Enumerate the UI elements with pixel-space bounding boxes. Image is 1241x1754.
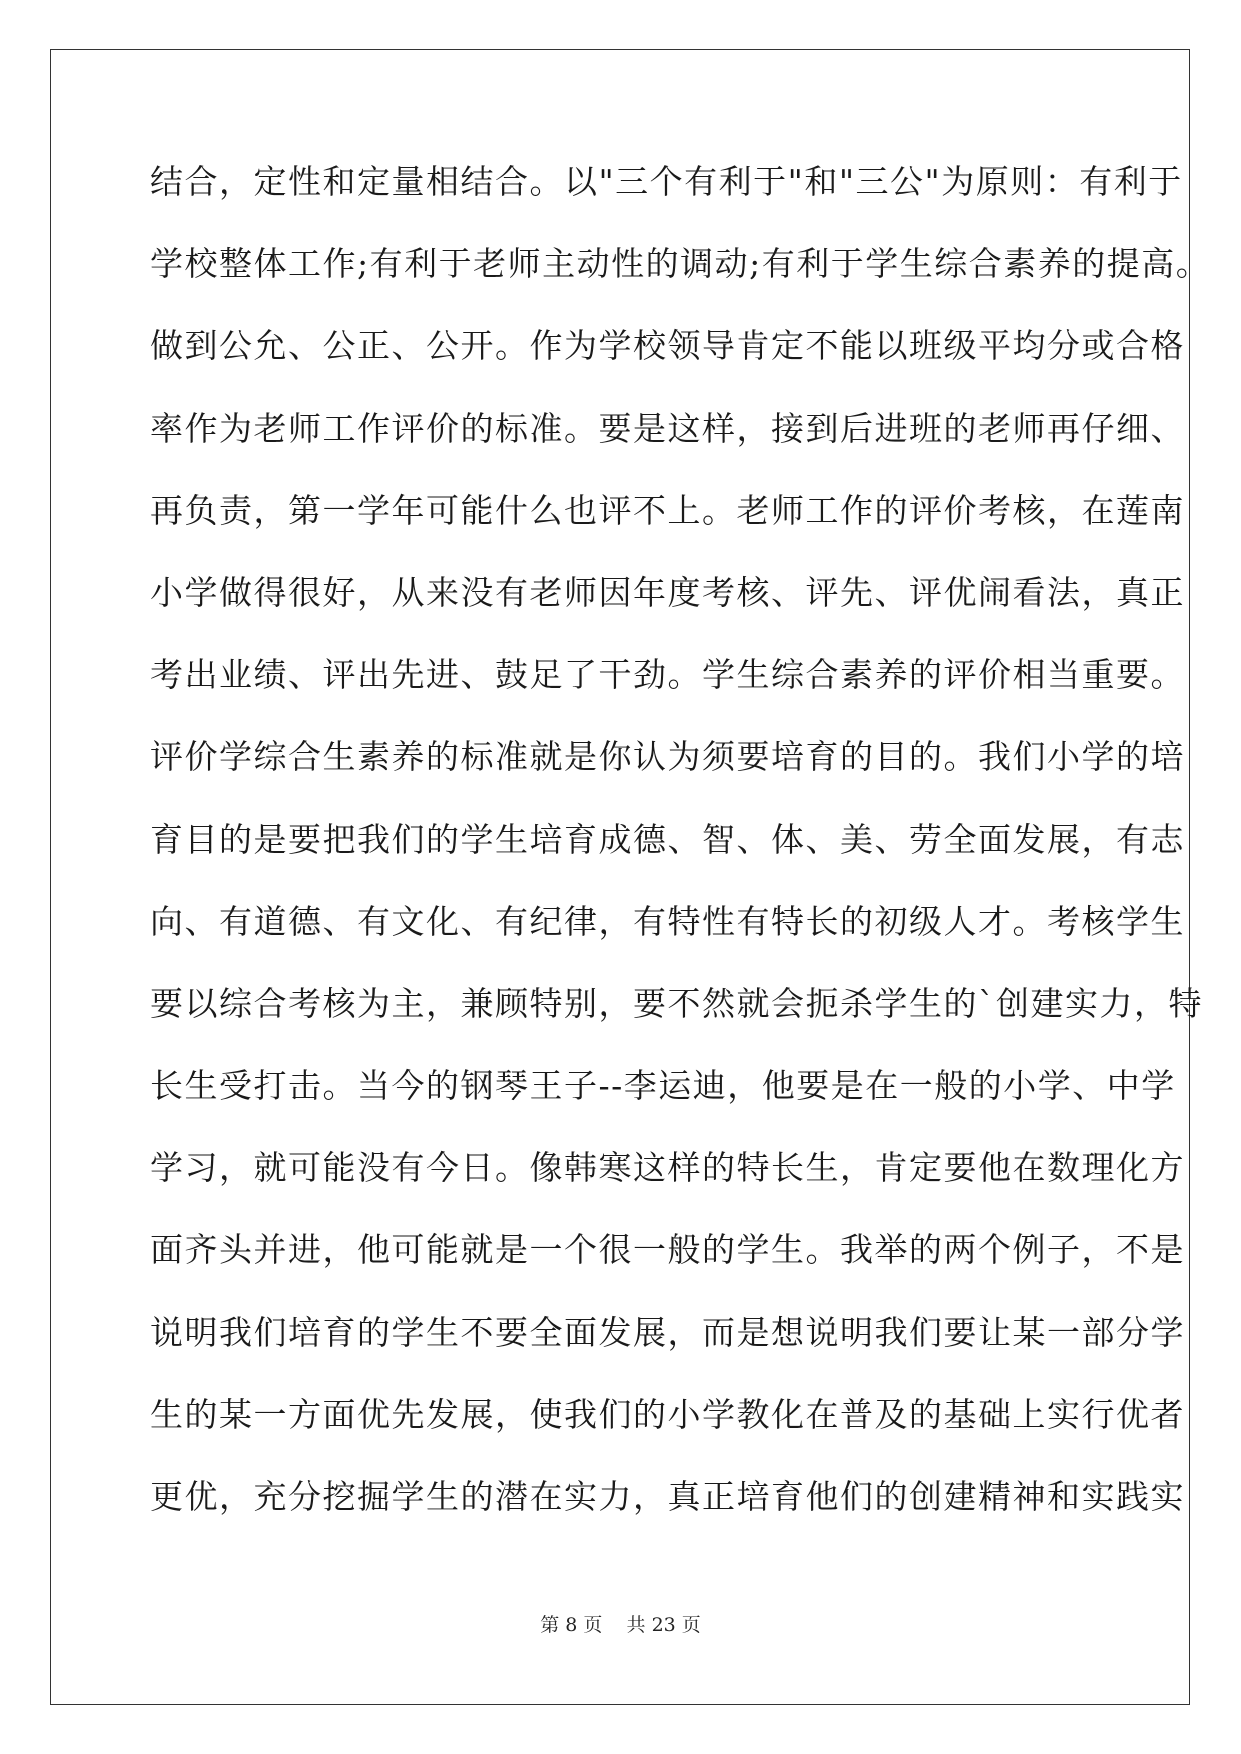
text-line-1: 结合，定性和定量相结合。以"三个有利于"和"三公"为原则：有利于 xyxy=(150,162,1183,201)
text-line-4: 率作为老师工作评价的标准。要是这样，接到后进班的老师再仔细、 xyxy=(150,408,1185,448)
text-line-12: 长生受打击。当今的钢琴王子--李运迪，他要是在一般的小学、中学 xyxy=(150,1066,1176,1106)
text-line-3: 做到公允、公正、公开。作为学校领导肯定不能以班级平均分或合格 xyxy=(150,326,1185,366)
text-line-9: 育目的是要把我们的学生培育成德、智、体、美、劳全面发展，有志 xyxy=(150,819,1185,859)
page-total: 共 23 页 xyxy=(626,1614,701,1636)
text-line-17: 更优，充分挖掘学生的潜在实力，真正培育他们的创建精神和实践实 xyxy=(150,1477,1185,1516)
text-line-8: 评价学综合生素养的标准就是你认为须要培育的目的。我们小学的培 xyxy=(150,737,1185,777)
text-line-11: 要以综合考核为主，兼顾特别，要不然就会扼杀学生的`创建实力，特 xyxy=(150,983,1203,1023)
text-line-13: 学习，就可能没有今日。像韩寒这样的特长生，肯定要他在数理化方 xyxy=(150,1148,1185,1188)
text-line-16: 生的某一方面优先发展，使我们的小学教化在普及的基础上实行优者 xyxy=(150,1394,1185,1434)
text-line-6: 小学做得很好，从来没有老师因年度考核、评先、评优闹看法，真正 xyxy=(150,572,1185,612)
text-line-2: 学校整体工作;有利于老师主动性的调动;有利于学生综合素养的提高。 xyxy=(150,244,1211,284)
text-line-10: 向、有道德、有文化、有纪律，有特性有特长的初级人才。考核学生 xyxy=(150,901,1185,941)
text-line-7: 考出业绩、评出先进、鼓足了干劲。学生综合素养的评价相当重要。 xyxy=(150,655,1185,695)
text-line-14: 面齐头并进，他可能就是一个很一般的学生。我举的两个例子，不是 xyxy=(150,1230,1185,1270)
text-line-5: 再负责，第一学年可能什么也评不上。老师工作的评价考核，在莲南 xyxy=(150,490,1185,530)
document-body xyxy=(150,156,1211,1553)
page-number: 第 8 页 xyxy=(540,1614,603,1636)
text-line-15: 说明我们培育的学生不要全面发展，而是想说明我们要让某一部分学 xyxy=(150,1312,1185,1352)
page-footer xyxy=(0,1611,1241,1639)
